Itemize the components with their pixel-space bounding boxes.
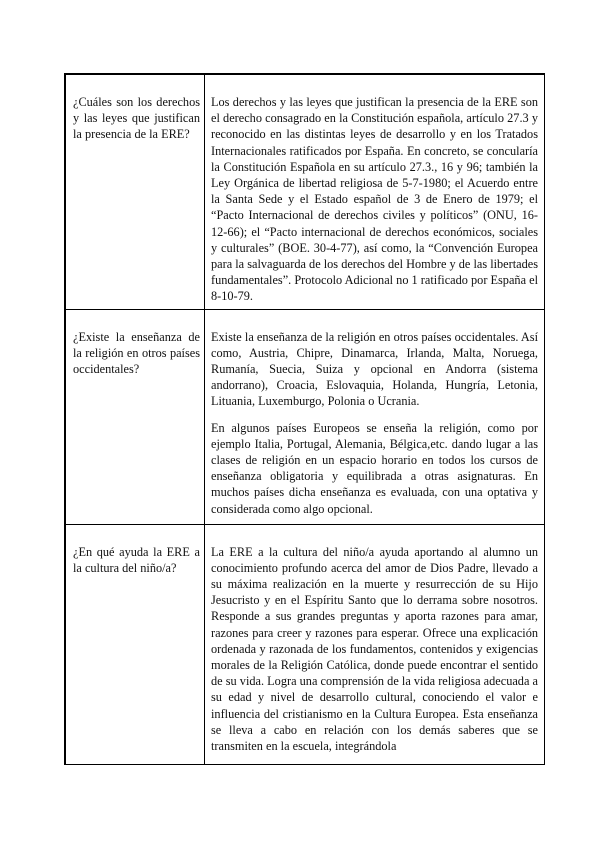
- qa-table: [64, 73, 545, 765]
- question-text: ¿Existe la enseñanza de la religión en otros países occidentales?: [73, 329, 200, 377]
- answer-cell: [205, 309, 545, 524]
- question-cell: [65, 524, 205, 764]
- answer-cell: [205, 524, 545, 764]
- table-row: [65, 524, 545, 764]
- answer-paragraph: Los derechos y las leyes que justifican la presencia de la ERE son el derecho consagrado en la Constitución española, artículo 27.3 y reconocido en las distintas leyes de desarrollo y en los Tratados Internacionales ratificados por España. En concreto, se concularía la Constitución Española en su artículo 27.3., 16 y 96; también la Ley Orgánica de libertad religiosa de 5-7-1980; el Acuerdo entre la Santa Sede y el Estado español de 3 de Enero de 1979; el “Pacto Internacional de derechos civiles y políticos” (ONU, 16-12-66); el “Pacto internacional de derechos económicos, sociales y culturales” (BOE. 30-4-77), así como, la “Convención Europea para la salvaguarda de los derechos del Hombre y de las libertades fundamentales”. Protocolo Adicional no 1 ratificado por España el 8-10-79.: [211, 95, 538, 304]
- question-text: ¿Cuáles son los derechos y las leyes que justifican la presencia de la ERE?: [73, 95, 200, 142]
- question-text: ¿En qué ayuda la ERE a la cultura del niño/a?: [73, 544, 200, 575]
- table-row: [65, 309, 545, 524]
- table-row: [65, 74, 545, 309]
- answer-cell: [205, 74, 545, 309]
- question-cell: [65, 309, 205, 524]
- answer-paragraph: Existe la enseñanza de la religión en otros países occidentales. Así como, Austria, Chipre, Dinamarca, Irlanda, Malta, Noruega, Rumanía, Suecia, Suiza y opcional en Andorra (sistema andorrano), Croacia, Eslovaquia, Holanda, Hungría, Letonia, Lituania, Luxemburgo, Polonia o Ucrania.: [211, 329, 538, 409]
- answer-paragraph: En algunos países Europeos se enseña la religión, como por ejemplo Italia, Portugal, Alemania, Bélgica,etc. dando lugar a las clases de religión en un espacio horario en todos los cursos de enseñanza obligatoria y equilibrada a otras asignaturas. En muchos países dicha enseñanza es evaluada, con una optativa y considerada como algo opcional.: [211, 420, 538, 516]
- question-cell: [65, 74, 205, 309]
- answer-paragraph: La ERE a la cultura del niño/a ayuda aportando al alumno un conocimiento profundo acerca del amor de Dios Padre, llevado a su máxima realización en la muerte y resurrección de su Hijo Jesucristo y en el Espíritu Santo que lo derrama sobre nosotros. Responde a sus grandes preguntas y aporta razones para amar, razones para creer y razones para esperar. Ofrece una explicación ordenada y razonada de los fundamentos, contenidos y exigencias morales de la Religión Católica, donde puede encontrar el sentido de su vida. Logra una comprensión de la vida religiosa adecuada a su edad y nivel de desarrollo cultural, conociendo el valor e influencia del cristianismo en la Cultura Europea. Esta enseñanza se lleva a cabo en relación con los demás saberes que se transmiten en la escuela, integrándola: [211, 544, 538, 754]
